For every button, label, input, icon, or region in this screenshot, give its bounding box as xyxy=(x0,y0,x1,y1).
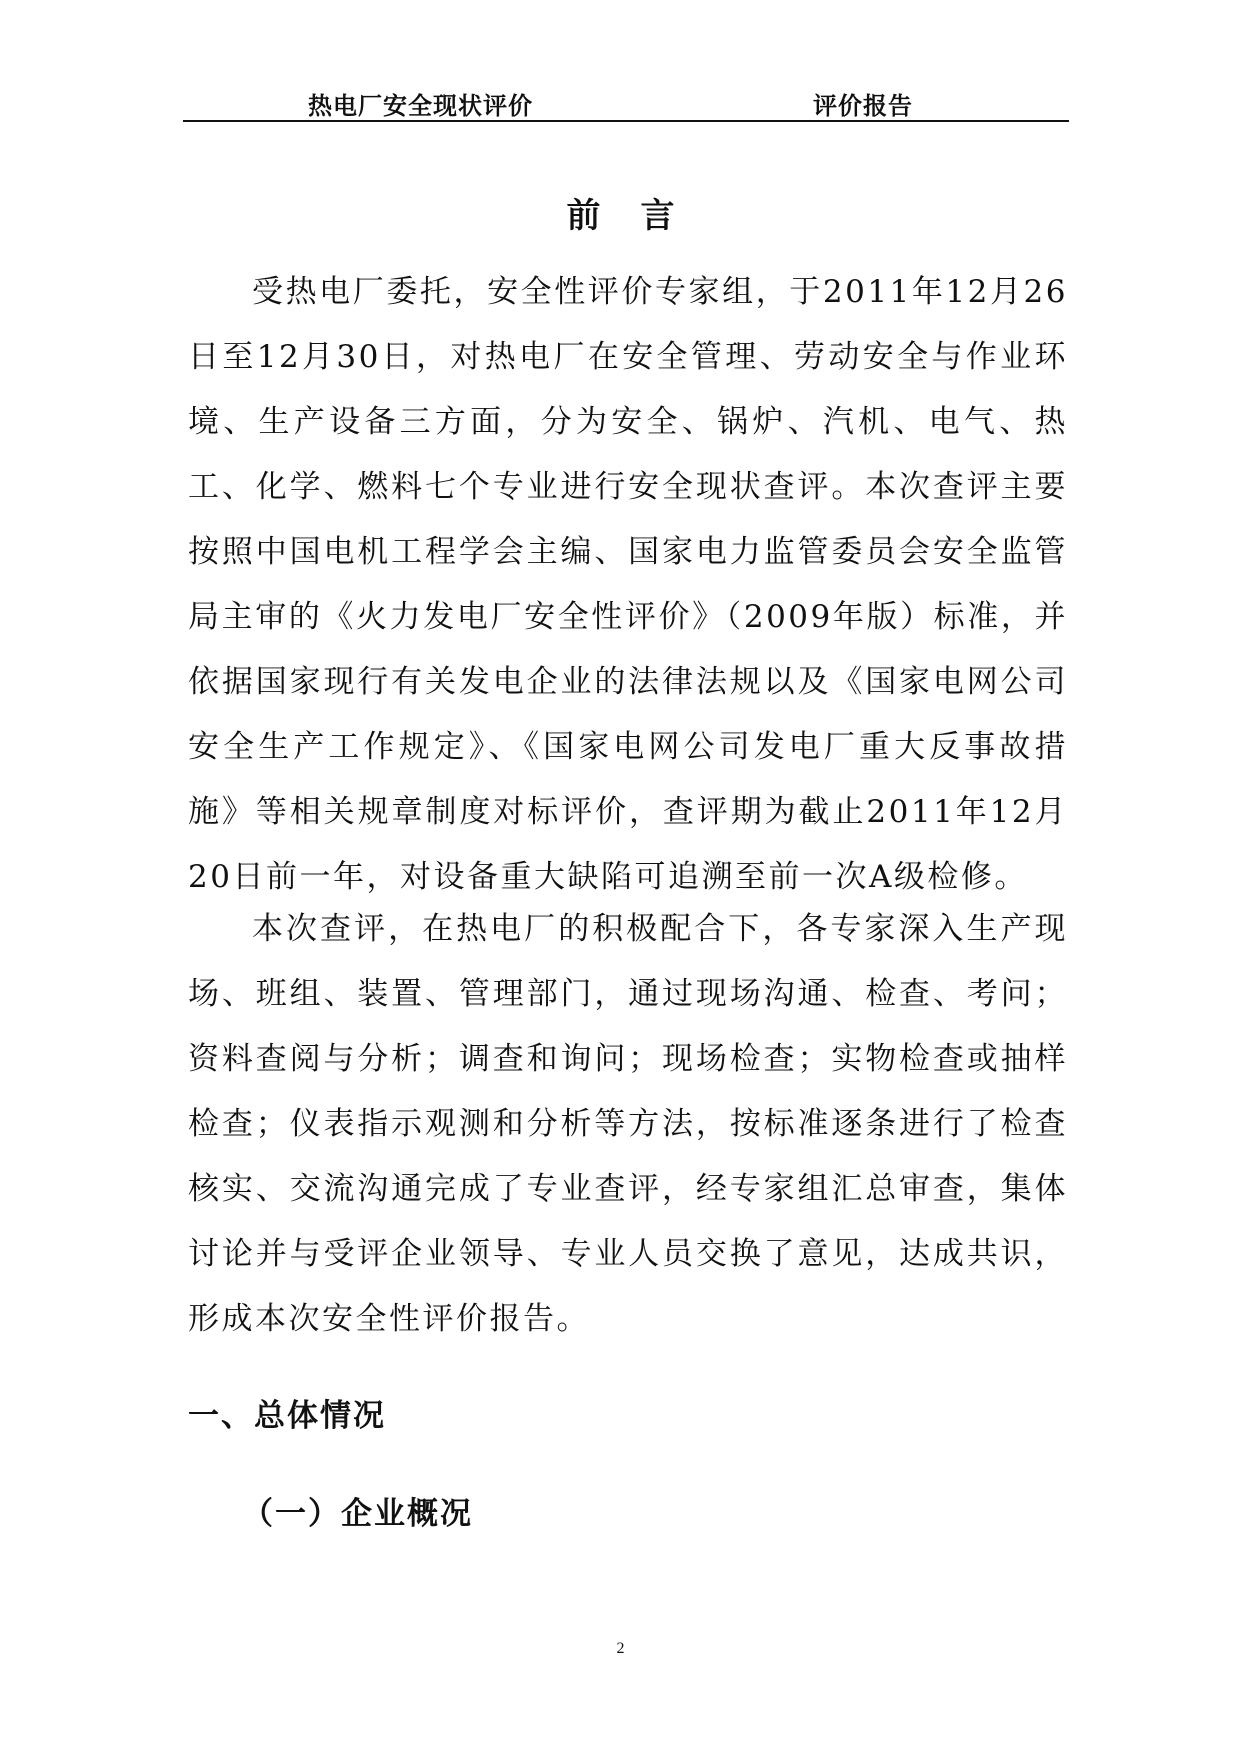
page-header xyxy=(183,84,1069,122)
header-report-type: 评价报告 xyxy=(813,91,913,120)
section-heading: 一、总体情况 xyxy=(188,1398,386,1434)
header-document-title: 热电厂安全现状评价 xyxy=(308,91,533,120)
subsection-heading: （一）企业概况 xyxy=(242,1496,473,1532)
page-title: 前言 xyxy=(566,196,715,236)
preface-paragraph-1: 受热电厂委托，安全性评价专家组，于2011年12月26日至12月30日，对热电厂在安全管理、劳动安全与作业环境、生产设备三方面，分为安全、锅炉、汽机、电气、热工、化学、燃料七个专业进行安全现状查评。本次查评主要按照中国电机工程学会主编、国家电力监管委员会安全监管局主审的《火力发电厂安全性评价》（2009年版）标准，并依据国家现行有关发电企业的法律法规以及《国家电网公司安全生产工作规定》、《国家电网公司发电厂重大反事故措施》等相关规章制度对标评价，查评期为截止2011年12月20日前一年，对设备重大缺陷可追溯至前一次A级检修。 xyxy=(188,274,1068,895)
preface-paragraph-2: 本次查评，在热电厂的积极配合下，各专家深入生产现场、班组、装置、管理部门，通过现场沟通、检查、考问；资料查阅与分析；调查和询问；现场检查；实物检查或抽样检查；仪表指示观测和分析等方法，按标准逐条进行了检查核实、交流沟通完成了专业查评，经专家组汇总审查，集体讨论并与受评企业领导、专业人员交换了意见，达成共识，形成本次安全性评价报告。 xyxy=(188,911,1068,1337)
page-number: 2 xyxy=(616,1640,625,1657)
